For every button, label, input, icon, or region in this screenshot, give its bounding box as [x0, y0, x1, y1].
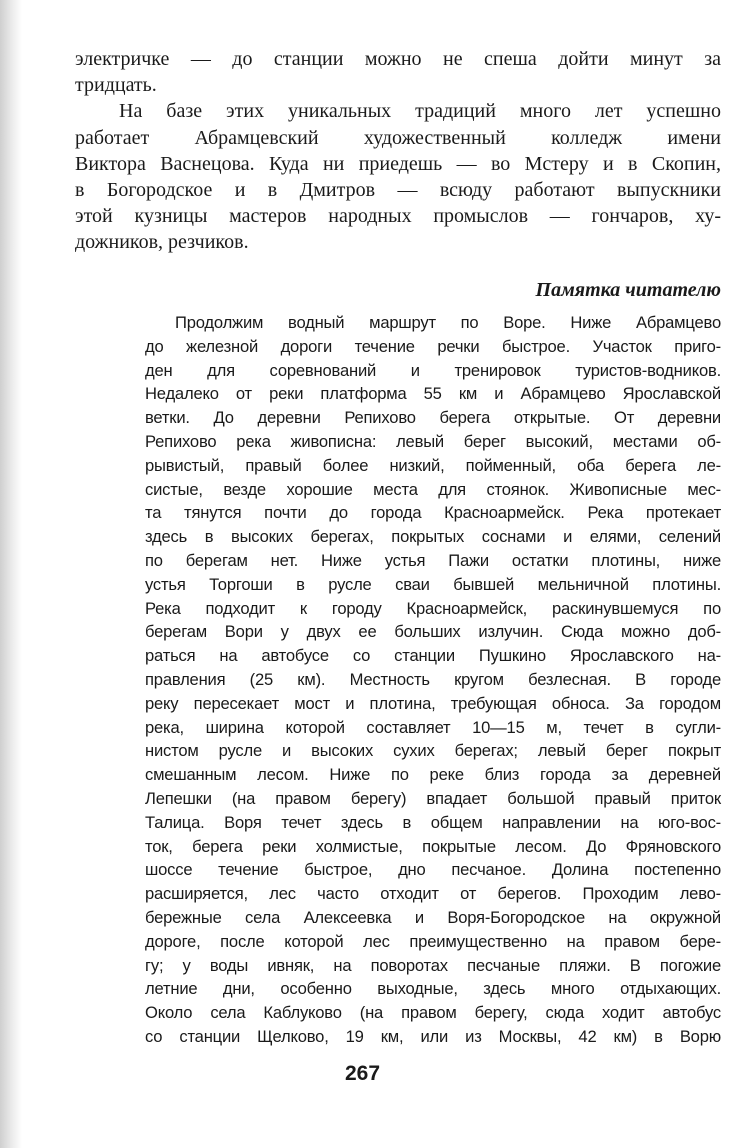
note-line: раться на автобусе со станции Пушкино Ярославского на-	[145, 646, 721, 666]
note-line: до железной дороги течение речки быстрое. Участок приго-	[145, 336, 721, 356]
note-line: река, ширина которой составляет 10—15 м, течет в сугли-	[145, 717, 721, 737]
text-line: тридцать.	[75, 74, 157, 97]
note-line: Продолжим водный маршрут по Воре. Ниже Абрамцево	[175, 313, 721, 332]
note-line: ветки. До деревни Репихово берега открытые. От деревни	[145, 408, 721, 428]
note-line: Талица. Воря течет здесь в общем направлении на юго-вос-	[145, 812, 721, 832]
note-line: гу; у воды ивняк, на поворотах песчаные пляжи. В погожие	[145, 955, 721, 975]
note-line: реку пересекает мост и плотина, требующая обноса. За городом	[145, 693, 721, 713]
sidebar-heading: Памятка читателю	[535, 279, 721, 301]
note-line: Река подходит к городу Красноармейск, раскинувшемуся по	[145, 598, 721, 618]
note-line: бережные села Алексеевка и Воря-Богородское на окружной	[145, 907, 721, 927]
note-line: та тянутся почти до города Красноармейск. Река протекает	[145, 503, 721, 523]
text-line: дожников, резчиков.	[75, 231, 249, 254]
text-line: в Богородское и в Дмитров — всюду работают выпускники	[75, 179, 721, 202]
note-line: здесь в высоких берегах, покрытых соснами и елями, селений	[145, 527, 721, 547]
note-line: устья Торгоши в русле сваи бывшей мельничной плотины.	[145, 574, 721, 594]
note-line: смешанным лесом. Ниже по реке близ города за деревней	[145, 765, 721, 785]
main-text	[75, 46, 721, 256]
note-line: дороге, после которой лес преимущественно на правом бере-	[145, 931, 721, 951]
page-number: 267	[344, 1062, 381, 1085]
note-line: расширяется, лес часто отходит от берегов. Проходим лево-	[145, 884, 721, 904]
note-line: Репихово река живописна: левый берег высокий, местами об-	[145, 431, 721, 451]
text-line: этой кузницы мастеров народных промыслов — гончаров, ху-	[75, 205, 721, 228]
note-line: Недалеко от реки платформа 55 км и Абрамцево Ярославской	[145, 384, 721, 404]
note-line: ден для соревнований и тренировок туристов-водников.	[145, 360, 721, 380]
note-line: по берегам нет. Ниже устья Пажи остатки плотины, ниже	[145, 550, 721, 570]
text-line: На базе этих уникальных традиций много лет успешно	[119, 100, 721, 123]
note-line: со станции Щелково, 19 км, или из Москвы, 42 км) в Ворю	[145, 1026, 721, 1046]
scan-edge-shadow	[0, 0, 22, 1148]
note-line: правления (25 км). Местность кругом безлесная. В городе	[145, 669, 721, 689]
note-line: систые, везде хорошие места для стоянок. Живописные мес-	[145, 479, 721, 499]
note-line: ток, берега реки холмистые, покрытые лесом. До Фряновского	[145, 836, 721, 856]
note-line: Около села Каблуково (на правом берегу, сюда ходит автобус	[145, 1003, 721, 1023]
text-line: Виктора Васнецова. Куда ни приедешь — во Мстеру и в Скопин,	[75, 152, 721, 175]
text-line: электричке — до станции можно не спеша дойти минут за	[75, 48, 721, 70]
note-line: летние дни, особенно выходные, здесь много отдыхающих.	[145, 979, 721, 999]
note-line: Лепешки (на правом берегу) впадает большой правый приток	[145, 788, 721, 808]
note-line: шоссе течение быстрое, дно песчаное. Долина постепенно	[145, 860, 721, 880]
note-line: берегам Вори у двух ее больших излучин. Сюда можно доб-	[145, 622, 721, 642]
text-line: работает Абрамцевский художественный колледж имени	[75, 126, 721, 149]
note-line: рывистый, правый более низкий, пойменный, оба берега ле-	[145, 455, 721, 475]
sidebar-note-text	[145, 311, 721, 1049]
note-line: нистом русле и высоких сухих берегах; левый берег покрыт	[145, 741, 721, 761]
